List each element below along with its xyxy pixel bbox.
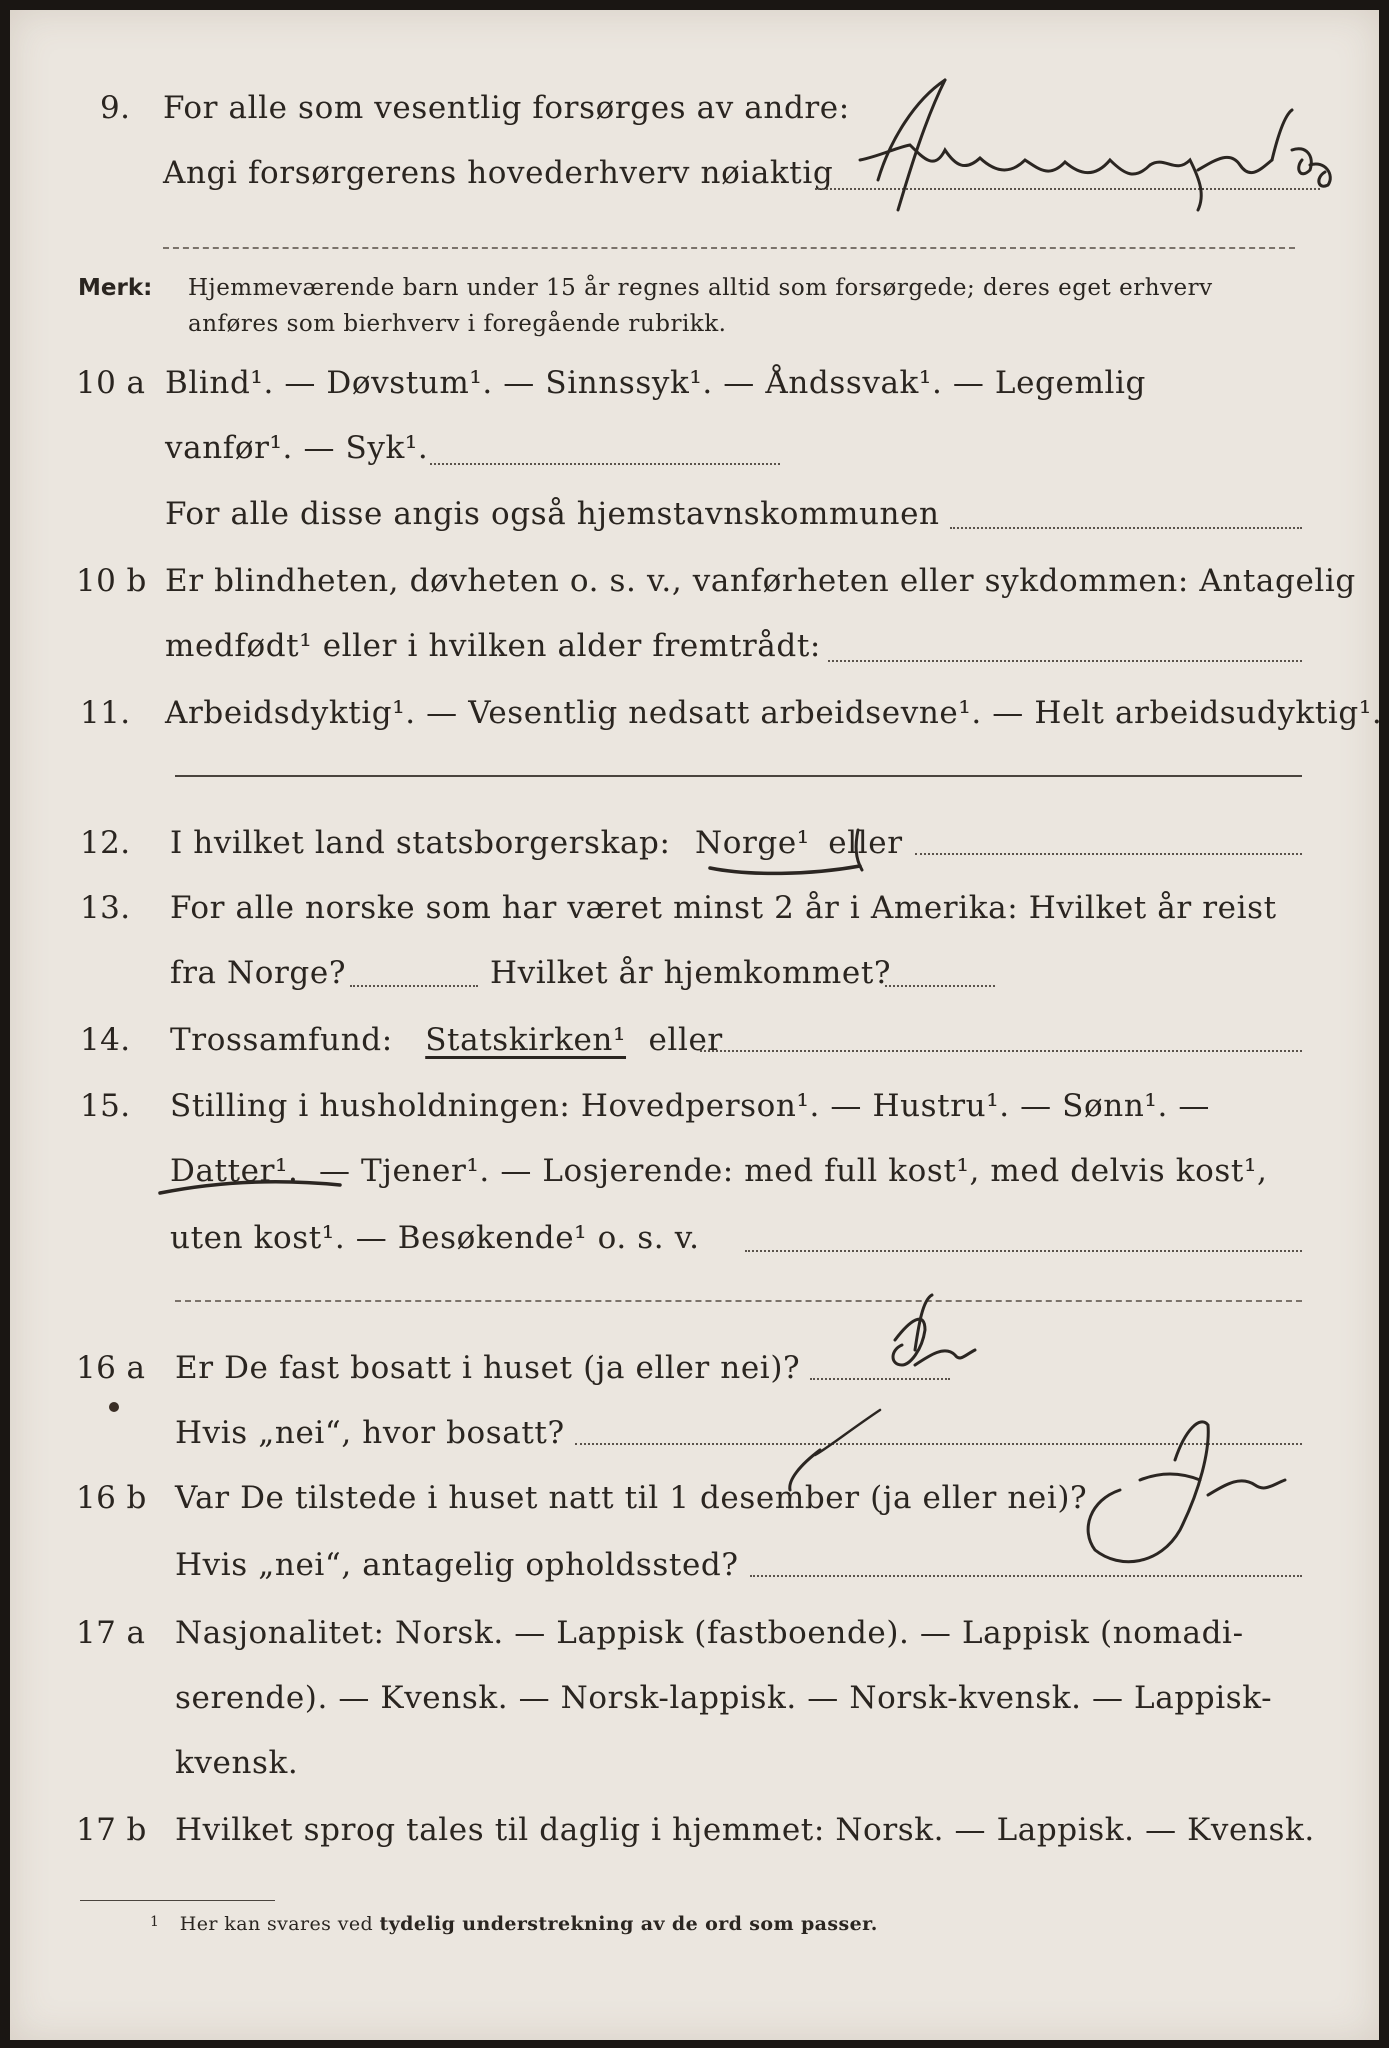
question-14-prefix: Trossamfund: <box>170 1022 393 1058</box>
answer-line-10b <box>828 660 1302 662</box>
question-10b-line-1: Er blindheten, døvheten o. s. v., vanførheten eller sykdommen: Antagelig <box>165 563 1356 599</box>
option-statskirken: Statskirken¹ <box>425 1022 627 1058</box>
question-number-10a: 10 a <box>76 365 146 401</box>
answer-line-9 <box>815 188 1320 190</box>
question-17b-line-1: Hvilket sprog tales til daglig i hjemmet: Norsk. — Lappisk. — Kvensk. <box>175 1812 1315 1848</box>
question-14-line <box>170 1022 723 1058</box>
question-number-12: 12. <box>80 825 131 861</box>
answer-line-13-reist <box>350 985 478 987</box>
question-number-17a: 17 a <box>76 1615 146 1651</box>
answer-line-9-continued <box>163 247 1295 249</box>
question-number-13: 13. <box>80 890 131 926</box>
question-number-15: 15. <box>80 1088 131 1124</box>
answer-line-10a-kommune <box>950 527 1302 529</box>
census-form-page <box>10 10 1383 2040</box>
answer-line-15-continued <box>175 1300 1302 1302</box>
question-16b-line-1: Var De tilstede i huset natt til 1 desember (ja eller nei)? <box>175 1480 1088 1516</box>
answer-line-12 <box>915 853 1302 855</box>
handwritten-stroke-16a <box>815 1410 880 1455</box>
question-11-line-1: Arbeidsdyktig¹. — Vesentlig nedsatt arbeidsevne¹. — Helt arbeidsudyktig¹. <box>165 695 1383 731</box>
question-13-line-2b: Hvilket år hjemkommet? <box>490 955 892 991</box>
answer-line-10a <box>430 463 780 465</box>
handwritten-answer-9 <box>860 80 1330 210</box>
question-10a-line-3: For alle disse angis også hjemstavnskommunen <box>165 496 940 532</box>
answer-line-11 <box>175 775 1302 777</box>
question-17a-line-2: serende). — Kvensk. — Norsk-lappisk. — Norsk-kvensk. — Lappisk- <box>175 1680 1273 1716</box>
question-9-line-1: For alle som vesentlig forsørges av andre: <box>163 90 850 126</box>
merk-label: Merk: <box>78 275 153 301</box>
question-10a-line-1: Blind¹. — Døvstum¹. — Sinnssyk¹. — Åndssvak¹. — Legemlig <box>165 365 1146 401</box>
answer-line-16a-bosatt <box>575 1443 1302 1445</box>
option-norge: Norge¹ <box>695 825 810 861</box>
question-16a-line-1: Er De fast bosatt i huset (ja eller nei)? <box>175 1350 801 1386</box>
option-datter: Datter¹. <box>170 1153 299 1189</box>
merk-line-1: Hjemmeværende barn under 15 år regnes alltid som forsørgede; deres eget erhverv <box>188 275 1213 301</box>
question-number-11: 11. <box>80 695 131 731</box>
answer-line-16a <box>810 1378 950 1380</box>
question-13-line-1: For alle norske som har været minst 2 år i Amerika: Hvilket år reist <box>170 890 1277 926</box>
question-number-16a: 16 a <box>76 1350 146 1386</box>
footnote-bold-text: tydelig understrekning av de ord som passer. <box>379 1913 878 1935</box>
question-16b-line-2: Hvis „nei“, antagelig opholdssted? <box>175 1547 739 1583</box>
handwritten-underline-norge <box>710 866 860 873</box>
question-17a-line-1: Nasjonalitet: Norsk. — Lappisk (fastboende). — Lappisk (nomadi- <box>175 1615 1244 1651</box>
question-12-line <box>170 825 903 861</box>
handwritten-answer-16a <box>893 1295 975 1365</box>
question-13-line-2a: fra Norge? <box>170 955 347 991</box>
question-15-line-2-rest: — Tjener¹. — Losjerende: med full kost¹, med delvis kost¹, <box>318 1153 1268 1189</box>
question-number-17b: 17 b <box>76 1812 147 1848</box>
question-number-9: 9. <box>100 90 131 126</box>
answer-line-15 <box>745 1250 1302 1252</box>
question-17a-line-3: kvensk. <box>175 1745 299 1781</box>
question-number-16b: 16 b <box>76 1480 147 1516</box>
question-10b-line-2: medfødt¹ eller i hvilken alder fremtrådt: <box>165 628 821 664</box>
answer-line-14 <box>700 1050 1302 1052</box>
question-15-line-1: Stilling i husholdningen: Hovedperson¹. — Hustru¹. — Sønn¹. — <box>170 1088 1210 1124</box>
ink-dot <box>109 1402 119 1412</box>
question-15-line-2 <box>170 1153 1267 1189</box>
question-16a-line-2: Hvis „nei“, hvor bosatt? <box>175 1415 565 1451</box>
question-number-14: 14. <box>80 1022 131 1058</box>
question-12-suffix: eller <box>828 825 903 861</box>
footnote <box>150 1913 878 1935</box>
footnote-rule <box>80 1900 275 1901</box>
question-9-line-2: Angi forsørgerens hovederhverv nøiaktig <box>163 155 834 191</box>
question-12-prefix: I hvilket land statsborgerskap: <box>170 825 671 861</box>
question-14-suffix: eller <box>648 1022 723 1058</box>
merk-line-2: anføres som bierhverv i foregående rubrikk. <box>188 311 727 337</box>
footnote-mark: 1 <box>150 1914 160 1930</box>
question-10a-line-2: vanfør¹. — Syk¹. <box>165 430 429 466</box>
answer-line-16b <box>750 1575 1302 1577</box>
question-number-10b: 10 b <box>76 563 147 599</box>
question-15-line-3: uten kost¹. — Besøkende¹ o. s. v. <box>170 1220 700 1256</box>
answer-line-13-hjemkommet <box>885 985 995 987</box>
footnote-text: Her kan svares ved <box>179 1913 374 1935</box>
